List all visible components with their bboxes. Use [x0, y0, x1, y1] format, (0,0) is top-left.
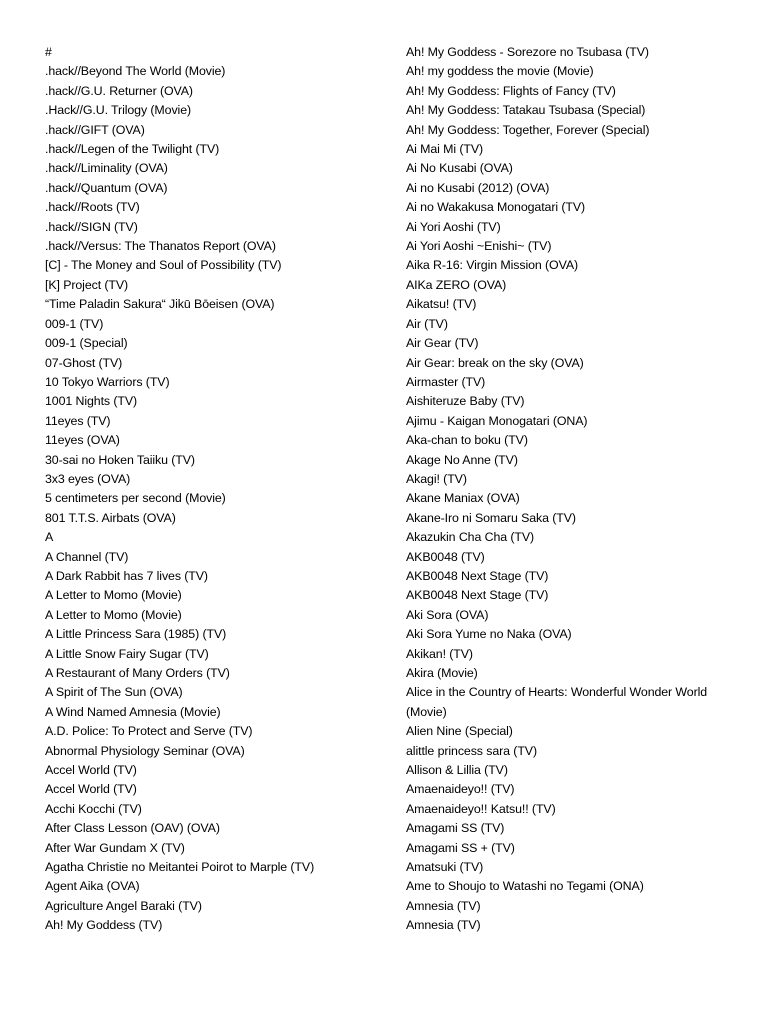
left-column-list-item: A Letter to Momo (Movie) — [45, 588, 182, 603]
left-column-list-item: .hack//G.U. Returner (OVA) — [45, 83, 193, 98]
left-column-list-item: A Little Princess Sara (1985) (TV) — [45, 627, 227, 642]
left-column-list-item: Abnormal Physiology Seminar (OVA) — [45, 743, 245, 758]
right-column-list-item: AKB0048 Next Stage (TV) — [406, 588, 549, 603]
left-column-list-item: 009-1 (TV) — [45, 316, 104, 331]
left-column-list-item: 30-sai no Hoken Taiiku (TV) — [45, 452, 195, 467]
left-column-list-item: After War Gundam X (TV) — [45, 840, 185, 855]
right-column-list-item: Amaenaideyo!! (TV) — [406, 782, 515, 797]
right-column-list-item: Ai Yori Aoshi ~Enishi~ (TV) — [406, 239, 552, 254]
left-column-list-item: A.D. Police: To Protect and Serve (TV) — [45, 724, 253, 739]
left-column-list-item: A Dark Rabbit has 7 lives (TV) — [45, 568, 208, 583]
right-column-list-item: AKB0048 Next Stage (TV) — [406, 568, 549, 583]
left-column-list-item: .hack//Legen of the Twilight (TV) — [45, 142, 220, 157]
left-column-list-item: .hack//SIGN (TV) — [45, 219, 138, 234]
right-column-list-item: Amagami SS (TV) — [406, 821, 505, 836]
right-column-list-item: Aishiteruze Baby (TV) — [406, 394, 525, 409]
right-column-list-item: Ajimu - Kaigan Monogatari (ONA) — [406, 413, 588, 428]
right-column-list-item: Air (TV) — [406, 316, 448, 331]
right-column-list-item: Ai no Wakakusa Monogatari (TV) — [406, 200, 586, 215]
left-column-list-item: .hack//GIFT (OVA) — [45, 122, 145, 137]
left-column-list-item: 009-1 (Special) — [45, 336, 128, 351]
left-column-list-item: Ah! My Goddess (TV) — [45, 918, 163, 933]
right-column-list-item: Aika R-16: Virgin Mission (OVA) — [406, 258, 579, 273]
left-column-list-item: A Spirit of The Sun (OVA) — [45, 685, 183, 700]
left-column-list-item: After Class Lesson (OAV) (OVA) — [45, 821, 220, 836]
left-column-list-item: 3x3 eyes (OVA) — [45, 471, 131, 486]
right-column-list-item: Airmaster (TV) — [406, 374, 486, 389]
left-column-list-item: 801 T.T.S. Airbats (OVA) — [45, 510, 176, 525]
left-column-list-item: Agent Aika (OVA) — [45, 879, 140, 894]
right-column-list-item: Aki Sora Yume no Naka (OVA) — [406, 627, 572, 642]
left-column-list-item: Accel World (TV) — [45, 763, 137, 778]
right-column-list-item: Ah! My Goddess: Flights of Fancy (TV) — [406, 83, 616, 98]
right-column-list-item: Akagi! (TV) — [406, 471, 467, 486]
left-column-list-item: A Letter to Momo (Movie) — [45, 607, 182, 622]
left-column-list-item: Agriculture Angel Baraki (TV) — [45, 898, 202, 913]
right-column-list-item: Ai Yori Aoshi (TV) — [406, 219, 501, 234]
left-column-list-item: A Little Snow Fairy Sugar (TV) — [45, 646, 209, 661]
left-column-list-item: 11eyes (TV) — [45, 413, 111, 428]
right-column-list-item: alittle princess sara (TV) — [406, 743, 537, 758]
left-column-list-item: [C] - The Money and Soul of Possibility (TV) — [45, 258, 282, 273]
left-column-list-item: 1001 Nights (TV) — [45, 394, 138, 409]
left-column-list-item: A Channel (TV) — [45, 549, 129, 564]
left-column-list-item: .hack//Quantum (OVA) — [45, 180, 168, 195]
left-column-list-item: A Restaurant of Many Orders (TV) — [45, 666, 230, 680]
left-column-list-item: A Wind Named Amnesia (Movie) — [45, 704, 221, 719]
left-column-list-item: [K] Project (TV) — [45, 277, 129, 292]
right-column-list-item: Air Gear (TV) — [406, 336, 479, 351]
left-column-list-item: .hack//Versus: The Thanatos Report (OVA) — [45, 239, 276, 254]
right-column-list-item: Ame to Shoujo to Watashi no Tegami (ONA) — [406, 879, 644, 894]
left-column-list-item: .hack//Beyond The World (Movie) — [45, 64, 226, 79]
right-column-list-item: Ah! My Goddess - Sorezore no Tsubasa (TV) — [406, 45, 649, 59]
right-column-list-item: AKB0048 (TV) — [406, 549, 485, 564]
left-column-list — [45, 43, 385, 936]
right-column-list-item: Ai Mai Mi (TV) — [406, 142, 484, 157]
right-column-list-item: Ah! my goddess the movie (Movie) — [406, 64, 594, 79]
right-column-list-item: Aki Sora (OVA) — [406, 607, 489, 622]
right-column-list-item: Akage No Anne (TV) — [406, 452, 518, 467]
left-column-list-item: Agatha Christie no Meitantei Poirot to Marple (TV) — [45, 860, 315, 875]
left-column-list-item: .hack//Liminality (OVA) — [45, 161, 168, 176]
right-column-list-item: Akira (Movie) — [406, 666, 478, 680]
right-column-list-item: Ai No Kusabi (OVA) — [406, 161, 513, 176]
left-column-list-item: “Time Paladin Sakura“ Jikū Bōeisen (OVA) — [45, 297, 275, 312]
right-column-list-item: Aka-chan to boku (TV) — [406, 433, 528, 448]
right-column-list-item: Ai no Kusabi (2012) (OVA) — [406, 180, 550, 195]
left-column-list-item: 07-Ghost (TV) — [45, 355, 123, 370]
left-column-list-item: .hack//Roots (TV) — [45, 200, 140, 215]
left-column-list-item: 11eyes (OVA) — [45, 433, 120, 448]
right-column-list-item: Aikatsu! (TV) — [406, 297, 477, 312]
right-column-list-item: Amnesia (TV) — [406, 898, 481, 913]
right-column-list-item: Ah! My Goddess: Together, Forever (Special) — [406, 122, 650, 137]
right-column-list-item: Air Gear: break on the sky (OVA) — [406, 355, 584, 370]
left-column-list-item: 10 Tokyo Warriors (TV) — [45, 374, 170, 389]
right-column-list-item: AIKa ZERO (OVA) — [406, 277, 507, 292]
right-column-list-item: Akazukin Cha Cha (TV) — [406, 530, 535, 545]
right-column-list-item: Amnesia (TV) — [406, 918, 481, 933]
right-column-list-item: Amaenaideyo!! Katsu!! (TV) — [406, 801, 556, 816]
right-column-list-item: Alien Nine (Special) — [406, 724, 513, 739]
left-column-list-item: Accel World (TV) — [45, 782, 137, 797]
left-column-list-item: # — [45, 45, 52, 59]
right-column-list-item: Ah! My Goddess: Tatakau Tsubasa (Special) — [406, 103, 646, 118]
right-column-list-item: Amatsuki (TV) — [406, 860, 484, 875]
right-column-list-item: Amagami SS + (TV) — [406, 840, 515, 855]
left-column-list-item: 5 centimeters per second (Movie) — [45, 491, 226, 506]
right-column-list-item: Allison & Lillia (TV) — [406, 763, 508, 778]
right-column-list — [406, 43, 726, 936]
right-column-list-item: Akane Maniax (OVA) — [406, 491, 520, 506]
right-column-list-item: Akane-Iro ni Somaru Saka (TV) — [406, 510, 576, 525]
left-column-list-item: A — [45, 530, 54, 545]
right-column-list-item: Akikan! (TV) — [406, 646, 473, 661]
right-column-list-item: Alice in the Country of Hearts: Wonderful Wonder World (Movie) — [406, 685, 708, 719]
left-column-list-item: .Hack//G.U. Trilogy (Movie) — [45, 103, 192, 118]
left-column-list-item: Acchi Kocchi (TV) — [45, 801, 142, 816]
